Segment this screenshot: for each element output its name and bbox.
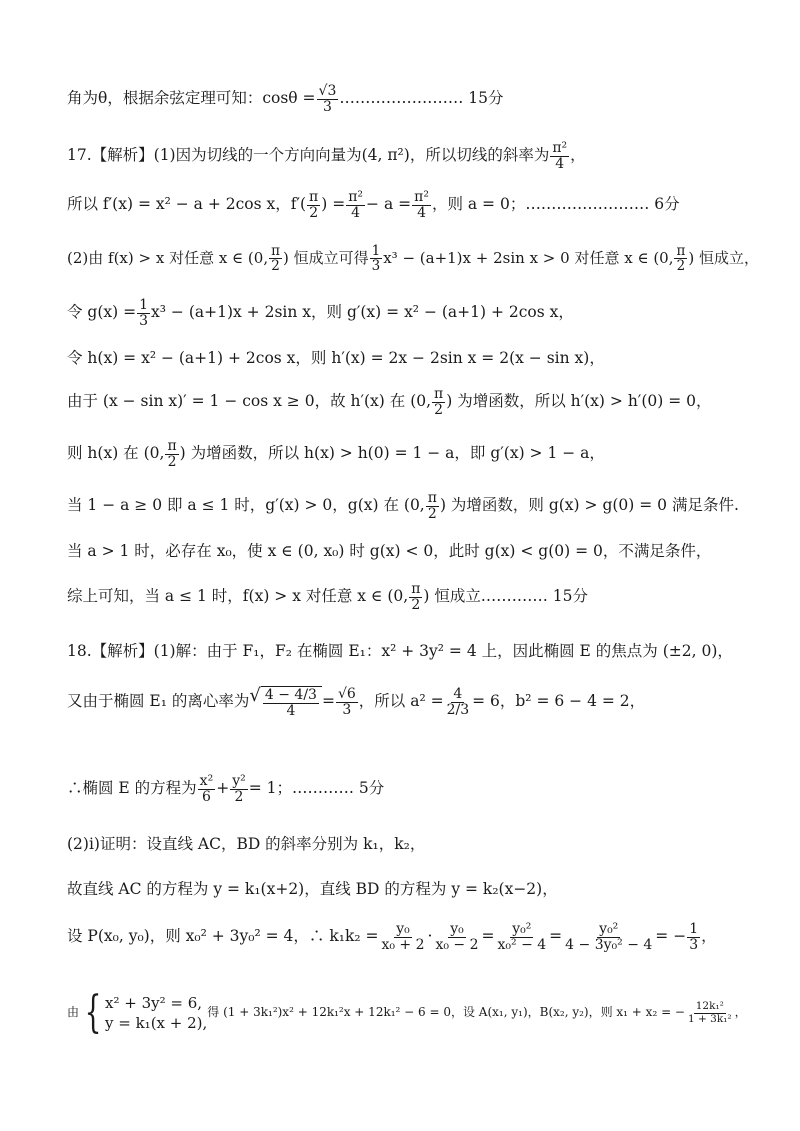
fraction-den: 2: [309, 204, 319, 221]
text-line: [67, 543, 760, 561]
fraction: [409, 582, 422, 612]
fraction: [432, 387, 445, 417]
text-line: [67, 141, 760, 171]
text: 由: [67, 1005, 80, 1020]
text: 则 h(x) 在 (0,: [67, 444, 165, 463]
text: (2)由 f(x) > x 对任意 x ∈ (0,: [67, 249, 269, 268]
fraction-den: 6: [201, 788, 211, 805]
fraction-den: 4: [351, 204, 361, 221]
fraction-den: 3: [323, 98, 332, 115]
text-line: [67, 922, 760, 952]
text: x³ − (a+1)x + 2sin x > 0 对任意 x ∈ (0,: [383, 249, 674, 268]
text-line: [67, 387, 760, 417]
text-line: [67, 582, 760, 612]
fraction: [445, 687, 472, 717]
text-line: [67, 439, 760, 469]
text-line: [67, 298, 760, 328]
text: 当 a > 1 时，必存在 x₀，使 x ∈ (0, x₀) 时 g(x) < 0，此时 g(x) < g(0) = 0，不满足条件，: [67, 542, 712, 560]
fraction-den: 3: [371, 258, 381, 275]
fraction: [550, 141, 569, 171]
fraction: [370, 244, 383, 273]
text: ) 恒成立，: [688, 249, 759, 268]
fraction-den: 3: [689, 936, 699, 953]
text: (2)i)证明：设直线 AC，BD 的斜率分别为 k₁，k₂，: [67, 835, 426, 853]
text-line: [67, 686, 760, 718]
fraction-num: π²: [414, 189, 429, 205]
equation-system: [79, 987, 208, 1038]
fraction: [269, 244, 282, 273]
text: ) =: [321, 195, 346, 214]
text: 得 (1 + 3k₁²)x² + 12k₁²x + 12k₁² − 6 = 0，设 A(x₁, y₁)，B(x₂, y₂)，则 x₁ + x₂ = −: [207, 1005, 685, 1020]
system-row: x² + 3y² = 6,: [105, 993, 203, 1012]
text: x³ − (a+1)x + 2sin x，则 g′(x) = x² − (a+1) + 2cos x，: [151, 303, 574, 322]
fraction-num: 1: [139, 297, 149, 313]
radical-sign: √: [249, 685, 261, 706]
fraction-num: π²: [552, 140, 568, 156]
fraction: [433, 922, 480, 952]
fraction-den: 1 + 3k₁²: [688, 1012, 732, 1025]
text: ·: [427, 927, 433, 946]
fraction-den: 4: [555, 155, 565, 172]
text: =: [321, 692, 335, 711]
fraction-den: 2: [411, 596, 421, 613]
fraction-den: 2: [427, 505, 437, 522]
fraction-den: 2: [676, 258, 686, 275]
text: ) 为增函数，所以 h′(x) > h′(0) = 0，: [446, 392, 712, 411]
text: ，: [734, 1005, 747, 1020]
text: =: [481, 927, 495, 946]
text: 17.【解析】(1)因为切线的一个方向向量为(4, π²)，所以切线的斜率为: [67, 146, 550, 165]
text: ) 恒成立可得: [282, 249, 369, 268]
text: ) 为增函数，则 g(x) > g(0) = 0 满足条件.: [439, 496, 739, 515]
text: 设 P(x₀, y₀)，则 x₀² + 3y₀² = 4，∴ k₁k₂ =: [67, 927, 379, 946]
text: 角为θ，根据余弦定理可知：cosθ =: [67, 89, 316, 108]
text: ，: [701, 927, 717, 946]
fraction-num: π: [309, 189, 319, 205]
text-line: [67, 244, 760, 273]
text-line: [67, 987, 760, 1038]
fraction-den: 3: [342, 701, 352, 718]
text: ，所以 a² =: [358, 692, 444, 711]
fraction: [496, 922, 549, 952]
fraction-num: √3: [318, 83, 337, 99]
text-line: [67, 643, 760, 661]
text: 故直线 AC 的方程为 y = k₁(x+2)，直线 BD 的方程为 y = k₂(x−2)，: [67, 880, 558, 898]
fraction: [307, 190, 320, 220]
text-line: [67, 84, 760, 114]
fraction-num: π: [676, 243, 686, 259]
text: ∴椭圆 E 的方程为: [67, 779, 197, 798]
text: = −: [655, 927, 687, 946]
fraction-num: π: [411, 581, 421, 597]
text: = 6，b² = 6 − 4 = 2，: [472, 692, 646, 711]
fraction-num: y₀: [396, 921, 410, 937]
fraction-den: 4: [286, 702, 296, 719]
text: ，: [570, 146, 586, 165]
text-line: [67, 881, 760, 899]
fraction-num: y₀²: [512, 921, 532, 937]
fraction-den: x₀ − 2: [435, 936, 479, 953]
fraction: [317, 84, 339, 114]
text: 当 1 − a ≥ 0 即 a ≤ 1 时，g′(x) > 0，g(x) 在 (0,: [67, 496, 425, 515]
text: ) 恒成立.………… 15分: [423, 587, 588, 606]
text: +: [216, 779, 230, 798]
fraction-num: y₀²: [599, 921, 619, 937]
text: ，则 a = 0；…………………… 6分: [431, 195, 680, 214]
sqrt-expression: [249, 686, 322, 718]
text: = 1；………… 5分: [248, 779, 385, 798]
fraction-den: 2: [271, 258, 280, 275]
text: 18.【解析】(1)解：由于 F₁，F₂ 在椭圆 E₁：x² + 3y² = 4 上，因此椭圆 E 的焦点为 (±2, 0)，: [67, 642, 733, 660]
fraction: [346, 190, 365, 220]
fraction-num: π: [167, 438, 177, 454]
fraction: [198, 774, 216, 804]
fraction-num: π: [271, 243, 280, 259]
fraction: [426, 491, 439, 521]
left-brace: {: [84, 987, 102, 1038]
fraction: [412, 190, 431, 220]
fraction: [687, 922, 700, 952]
fraction-num: π: [434, 386, 444, 402]
text-line: [67, 774, 760, 804]
fraction-num: 1: [689, 921, 699, 937]
fraction-num: 4: [453, 686, 463, 702]
fraction-num: 1: [371, 243, 381, 259]
fraction: [263, 688, 319, 718]
fraction-num: π: [427, 490, 437, 506]
text: …………………… 15分: [339, 89, 504, 108]
text: − a =: [366, 195, 412, 214]
fraction-den: 4: [417, 204, 426, 221]
fraction-num: y²: [232, 773, 246, 789]
fraction: [686, 1001, 734, 1024]
system-row: y = k₁(x + 2),: [105, 1014, 208, 1032]
text: 所以 f′(x) = x² − a + 2cos x，f′(: [67, 195, 307, 214]
fraction-den: 3: [139, 312, 149, 329]
fraction-num: x²: [199, 773, 214, 789]
text: 综上可知，当 a ≤ 1 时，f(x) > x 对任意 x ∈ (0,: [67, 587, 409, 606]
fraction-num: √6: [337, 686, 356, 702]
text-line: [67, 491, 760, 521]
text: 又由于椭圆 E₁ 的离心率为: [67, 692, 250, 711]
fraction-den: x₀² − 4: [497, 936, 547, 953]
fraction-num: π²: [348, 189, 364, 205]
fraction-den: 2: [434, 401, 444, 418]
fraction: [674, 244, 687, 273]
text-line: [67, 836, 760, 854]
fraction-num: y₀: [450, 921, 464, 937]
fraction-den: 2: [234, 788, 244, 805]
fraction: [137, 298, 150, 328]
fraction: [563, 922, 654, 952]
fraction: [165, 439, 178, 469]
fraction-den: 2: [167, 453, 177, 470]
fraction-den: x₀ + 2: [381, 936, 425, 953]
fraction: [230, 774, 248, 804]
fraction-den: 2/3: [446, 701, 470, 718]
fraction-den: 4 − 3y₀² − 4: [565, 936, 653, 953]
text: =: [549, 927, 563, 946]
fraction-num: 4 − 4/3: [264, 687, 317, 703]
text: 令 g(x) =: [67, 303, 137, 322]
text: ) 为增函数，所以 h(x) > h(0) = 1 − a，即 g′(x) > 1 − a，: [179, 444, 605, 463]
text: 由于 (x − sin x)′ = 1 − cos x ≥ 0，故 h′(x) 在 (0,: [67, 392, 432, 411]
fraction-num: 12k₁²: [695, 1000, 724, 1013]
fraction: [379, 922, 426, 952]
text-line: [67, 350, 760, 368]
fraction: [336, 687, 358, 717]
text: 令 h(x) = x² − (a+1) + 2cos x，则 h′(x) = 2x − 2sin x = 2(x − sin x)，: [67, 349, 605, 367]
text-line: [67, 190, 760, 220]
